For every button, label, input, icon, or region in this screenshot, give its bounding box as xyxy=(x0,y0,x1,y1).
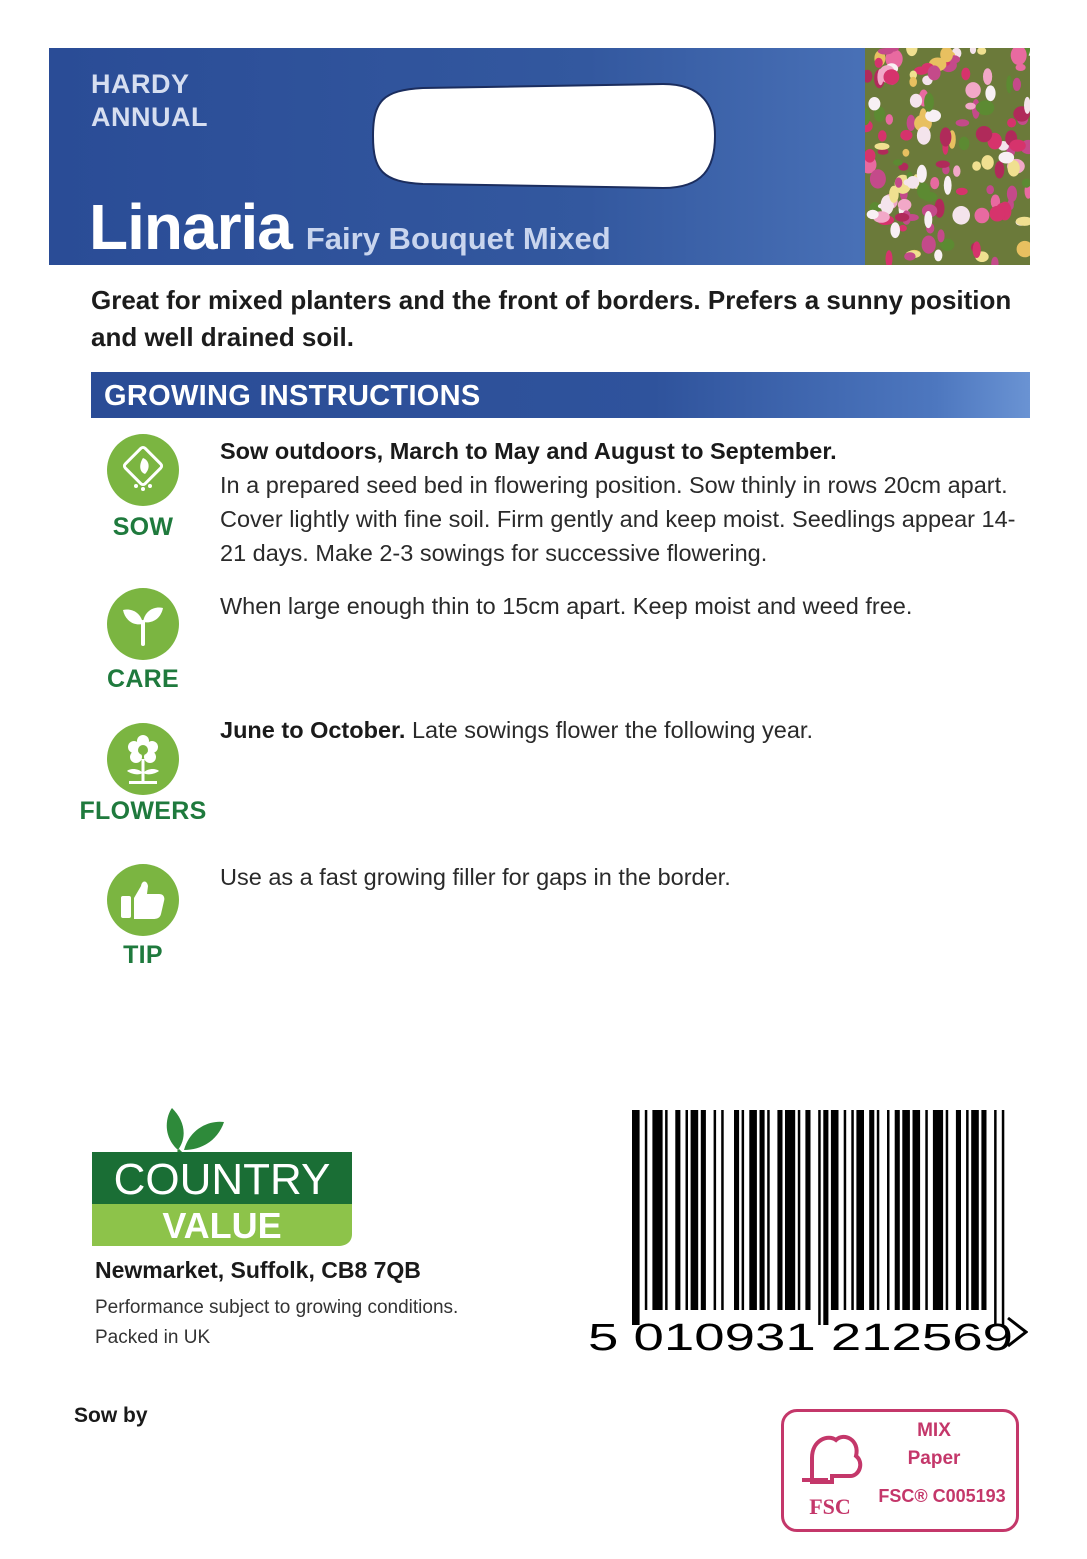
blossom xyxy=(972,161,981,170)
label-window xyxy=(363,76,723,196)
step-heading: June to October. xyxy=(220,717,406,743)
blossom xyxy=(898,199,912,211)
variety-name: Fairy Bouquet Mixed xyxy=(305,221,611,256)
barcode-bar xyxy=(777,1110,782,1310)
blossom xyxy=(878,130,887,141)
blossom xyxy=(907,115,916,131)
blossom xyxy=(917,183,930,200)
flower-photo xyxy=(865,48,1030,265)
barcode-bar xyxy=(701,1110,706,1310)
step-body: Use as a fast growing filler for gaps in the border. xyxy=(220,864,731,890)
blossom xyxy=(890,222,900,238)
fsc-mark xyxy=(781,1409,1019,1532)
barcode-bar xyxy=(956,1110,961,1310)
fine-print xyxy=(95,1293,458,1353)
barcode-bar xyxy=(971,1110,979,1310)
blossom xyxy=(875,143,890,150)
step-text xyxy=(220,713,1040,747)
seedling-icon xyxy=(107,588,179,660)
barcode-bar xyxy=(913,1110,921,1310)
blossom xyxy=(868,97,880,110)
blossom xyxy=(985,85,995,101)
brand-line-1: COUNTRY xyxy=(113,1155,331,1204)
blossom xyxy=(986,185,994,194)
blossom xyxy=(1007,118,1016,127)
sow-by-label: Sow by xyxy=(74,1404,148,1427)
blossom xyxy=(953,165,960,176)
barcode-bar xyxy=(749,1110,757,1310)
blossom xyxy=(944,176,952,195)
packet-header xyxy=(49,48,1030,265)
blossom xyxy=(870,169,886,188)
intro-text: Great for mixed planters and the front of borders. Prefers a sunny position and well drained soil. xyxy=(91,285,1012,352)
blossom xyxy=(1009,140,1025,152)
plant-category xyxy=(91,68,208,134)
blossom xyxy=(952,206,970,225)
step-body: Late sowings flower the following year. xyxy=(405,717,813,743)
blossom xyxy=(899,225,907,232)
barcode-bar xyxy=(887,1110,890,1310)
barcode-bar xyxy=(994,1110,997,1325)
blossom xyxy=(875,58,883,68)
blossom xyxy=(909,77,917,87)
seed-packet-icon xyxy=(107,434,179,506)
barcode-bar xyxy=(902,1110,910,1310)
blossom xyxy=(895,213,909,222)
fsc-code: FSC® C005193 xyxy=(878,1486,1006,1506)
blossom xyxy=(961,68,970,81)
barcode-bar xyxy=(785,1110,795,1310)
barcode-bar xyxy=(933,1110,943,1310)
step-body: In a prepared seed bed in flowering position. Sow thinly in rows 20cm apart. Cover lightly with fine soil. Firm gently and keep moist. Seedlings appear 14-21 days. Make 2-3 sowings for successive flowering. xyxy=(220,472,1016,566)
blossom xyxy=(936,161,950,168)
barcode-bar xyxy=(818,1110,821,1325)
blossom xyxy=(983,68,992,85)
blossom xyxy=(895,177,902,187)
blossom xyxy=(959,137,970,151)
barcode-bar xyxy=(856,1110,864,1310)
barcode-bar xyxy=(981,1110,986,1310)
blossom xyxy=(930,177,939,189)
category-line-1: HARDY xyxy=(91,69,190,99)
barcode-bar xyxy=(652,1110,662,1310)
step-label: CARE xyxy=(106,665,180,693)
barcode-bar xyxy=(1002,1110,1005,1325)
brand-line-2: VALUE xyxy=(162,1205,282,1246)
barcode-bar xyxy=(925,1110,928,1310)
barcode-bar xyxy=(844,1110,847,1310)
thumbs-up-icon xyxy=(107,864,179,936)
step-heading: Sow outdoors, March to May and August to September. xyxy=(220,438,837,464)
barcode-bar xyxy=(665,1110,668,1310)
step-label: TIP xyxy=(123,941,163,969)
blossom xyxy=(976,101,994,114)
blossom xyxy=(999,152,1015,164)
blossom xyxy=(886,114,893,125)
blossom xyxy=(925,110,941,122)
blossom xyxy=(934,250,942,262)
barcode-bar xyxy=(691,1110,699,1310)
barcode-bar xyxy=(632,1110,640,1325)
title-row xyxy=(89,190,611,264)
barcode-bar xyxy=(966,1110,969,1310)
barcode-bar xyxy=(686,1110,689,1310)
blossom xyxy=(922,236,936,254)
blossom xyxy=(904,252,915,260)
barcode-bar xyxy=(805,1110,810,1310)
blossom xyxy=(889,186,899,203)
step-label: SOW xyxy=(112,513,174,541)
barcode-bar xyxy=(760,1110,765,1310)
barcode-bar xyxy=(851,1110,854,1310)
step-text xyxy=(220,860,1040,894)
blossom xyxy=(884,69,900,84)
blossom xyxy=(867,210,879,219)
blossom xyxy=(893,159,903,165)
fine-print-line: Packed in UK xyxy=(95,1327,211,1348)
blossom xyxy=(1007,186,1017,202)
company-address: Newmarket, Suffolk, CB8 7QB xyxy=(95,1257,421,1283)
flower-icon xyxy=(107,723,179,795)
fsc-logo-text: FSC xyxy=(809,1494,851,1519)
barcode-bar xyxy=(742,1110,745,1310)
barcode-bar xyxy=(714,1110,717,1310)
barcode-bar xyxy=(645,1110,648,1310)
blossom xyxy=(917,127,931,145)
fine-print-line: Performance subject to growing conditions. xyxy=(95,1297,459,1318)
barcode-bar xyxy=(767,1110,770,1310)
barcode-bar xyxy=(798,1110,801,1310)
barcode-bar xyxy=(895,1110,900,1310)
blossom xyxy=(965,103,975,110)
blossom xyxy=(1006,75,1012,93)
blossom xyxy=(900,130,912,141)
step-text xyxy=(220,434,1040,570)
barcode-bar xyxy=(721,1110,724,1310)
blossom xyxy=(975,208,990,224)
step-text xyxy=(220,589,1040,623)
barcode-bar xyxy=(946,1110,949,1310)
blossom xyxy=(965,82,980,98)
barcode-bar xyxy=(734,1110,739,1310)
blossom xyxy=(910,94,922,108)
fsc-mix: MIX xyxy=(917,1420,951,1441)
plant-name: Linaria xyxy=(89,191,292,263)
blossom xyxy=(903,149,910,157)
step-label: FLOWERS xyxy=(79,797,207,825)
barcode-bar xyxy=(823,1110,828,1325)
blossom xyxy=(924,93,934,112)
blossom xyxy=(928,65,941,80)
blossom xyxy=(1013,78,1021,91)
fsc-paper: Paper xyxy=(907,1448,961,1469)
blossom xyxy=(940,127,952,146)
blossom xyxy=(904,179,912,185)
barcode-bar xyxy=(869,1110,874,1310)
blossom xyxy=(995,161,1005,178)
category-line-2: ANNUAL xyxy=(91,102,208,132)
blossom xyxy=(956,119,970,126)
blossom xyxy=(973,241,981,258)
section-title-growing-instructions: GROWING INSTRUCTIONS xyxy=(91,372,1030,418)
country-value-logo xyxy=(92,1106,352,1248)
blossom xyxy=(937,229,944,242)
barcode-bar xyxy=(831,1110,839,1310)
barcode-bar xyxy=(675,1110,680,1310)
blossom xyxy=(956,188,968,195)
step-body: When large enough thin to 15cm apart. Keep moist and weed free. xyxy=(220,593,913,619)
barcode xyxy=(588,1110,1028,1355)
barcode-bar xyxy=(877,1110,880,1310)
barcode-number: 5 010931 212569 xyxy=(588,1317,1013,1355)
blossom xyxy=(924,211,932,228)
blossom xyxy=(976,126,992,142)
blossom xyxy=(990,206,1006,222)
blossom xyxy=(981,155,993,170)
blossom xyxy=(878,48,893,54)
